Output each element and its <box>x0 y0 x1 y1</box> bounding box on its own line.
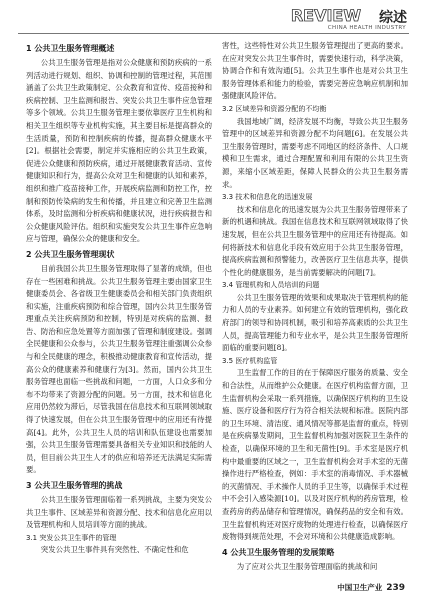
paragraph-strategies: 为了应对公共卫生服务管理面临的挑战和问 <box>236 561 378 571</box>
footer-journal-name: 中国卫生产业 <box>337 583 383 592</box>
subsection-heading-3-1: 3.1 突发公共卫生事件的管理 <box>26 533 117 542</box>
page-footer <box>337 582 405 593</box>
paragraph-emergency-continued: 害性，这些特性对公共卫生服务管理提出了更高的要求。在应对突发公共卫生事件时，需要快速行动，科学决策，协调合作和有效沟通[5]。公共卫生事件也是对公共卫生服务管理体系和能力的检验，需要完善应急响应机制和加强健康风险评估。 <box>222 41 408 101</box>
subsection-heading-3-5: 3.5 医疗机构监管 <box>222 356 278 365</box>
section-heading-4: 4 公共卫生服务管理的发展策略 <box>222 547 335 557</box>
paragraph-challenges: 公共卫生服务管理面临着一系列挑战，主要为突发公共卫生事件、区域差异和资源分配、技术和信息化应用以及管理机构和人员培训等方面的挑战。 <box>26 495 212 530</box>
paragraph-supervision: 卫生监督工作的目的在于保障医疗服务的质量、安全和合法性，从而维护公众健康。在医疗机构监督方面，卫生监督机构会采取一系列措施，以确保医疗机构的卫生设施、医疗设备和医疗行为符合相关法规和标准。医院内部的卫生环境、清洁度、通风情况等都是监督的重点，特别是在疾病暴发期间，卫生监督机构加强对医院卫生条件的检查，以确保环境的卫生和无菌性[9]。手术室是医疗机构中最重要的区域之一，卫生监督机构会对手术室的无菌操作进行严格检查，例如：手术室的消毒情况、手术器械的灭菌情况、手术操作人员的手卫生等，以确保手术过程中不会引入感染源[10]。以及对医疗机构的药房管理，检查药房的药品储存和管理情况，确保药品的安全和有效。卫生监督机构还对医疗废物的处理进行检查，以确保医疗废物得到规范处理，不会对环境和公共健康造成影响。 <box>222 368 408 542</box>
section-heading-1: 1 公共卫生服务管理概述 <box>26 44 115 53</box>
section-heading-3: 3 公共卫生服务管理的挑战 <box>26 481 123 490</box>
paragraph-technology: 技术和信息化的迅速发展为公共卫生服务管理带来了新的机遇和挑战。我国在信息技术和互联网领域取得了快速发展，但在公共卫生服务管理中的应用还有待提高。如何将新技术和信息化手段有效应用于公共卫生服务管理，提高疾病监测和预警能力，改善医疗卫生信息共享，提供个性化的健康服务，是当前需要解决的问题[7]。 <box>222 204 408 277</box>
journal-english-name: CHINA HEALTH INDUSTRY <box>327 25 406 31</box>
right-column <box>222 40 408 573</box>
section-heading-2: 2 公共卫生服务管理现状 <box>26 249 115 259</box>
paragraph-overview: 公共卫生服务管理是指对公众健康和预防疾病的一系列活动进行规划、组织、协调和控制的管理过程，其范围涵盖了公共卫生政策制定、公众教育和宣传、疫苗接种和疾病控制、卫生监测和报告、突发公共卫生事件应急管理等多个领域。公共卫生服务管理主要依靠医疗卫生机构和相关卫生组织等专业机构实施，其主要目标是提高群众的生活质量，预防和控制疾病的传播，提高群众健康水平[2]。根据社会需要，制定并实施相应的公共卫生政策，促进公众健康和预防疾病，通过开展健康教育活动、宣传健康知识和行为，提高公众对卫生和健康的认知和素养，组织和推广疫苗接种工作，开展疾病监测和防控工作，控制和预防传染病的发生和传播，并且建立和完善卫生监测体系，及时监测和分析疾病和健康状况，进行疾病报告和公众健康风险评估。组织和实施突发公共卫生事件应急响应与管理，确保公众的健康和安全。 <box>26 58 212 244</box>
left-column <box>26 40 212 557</box>
review-wordmark: REVIEW <box>290 6 361 25</box>
page-header <box>0 0 427 44</box>
header-rule <box>18 33 409 34</box>
paragraph-regional: 我国地域广阔，经济发展不均衡，导致公共卫生服务管理中的区域差异和资源分配不均问题[6]。在发展公共卫生服务管理时，需要考虑不同地区的经济条件、人口规模和卫生需求，通过合理配置和利用有限的公共卫生资源，来缩小区域差距，保障人民群众的公共卫生服务需求。 <box>222 116 408 189</box>
subsection-heading-3-2: 3.2 区域差异和资源分配的不均衡 <box>222 104 327 113</box>
page-number: 239 <box>386 583 405 593</box>
subsection-heading-3-3: 3.3 技术和信息化的迅速发展 <box>222 193 313 202</box>
paragraph-emergency: 突发公共卫生事件具有突然性、不确定性和危 <box>40 545 189 555</box>
paragraph-status: 目前我国公共卫生服务管理取得了显著的成绩，但也存在一些困难和挑战。公共卫生服务管理主要由国家卫生健康委员会、各省级卫生健康委员会和相关部门负责组织和实施，注重疾病预防和综合管理，国内公共卫生服务管理重点关注疾病预防和控制，特别是对疾病的监测、报告、防治和应急处置等方面加强了管理和制度建设。强调全民健康和公众参与，公共卫生服务管理注重强调公众参与和全民健康的理念，积极推动健康教育和宣传活动，提高公众的健康素养和健康行为[3]。然而，国内公共卫生服务管理也面临一些挑战和问题，一方面，人口众多和分布不均带来了资源分配的问题。另一方面，技术和信息化应用仍然较为滞后，尽管我国在信息技术和互联网领域取得了快速发展，但在公共卫生服务管理中的应用还有待提高[4]。此外，公共卫生人员的培训和队伍建设也需要加强，公共卫生服务管理需要具备相关专业知识和技能的人员，但目前公共卫生人才的供应和培养还无法满足实际需要。 <box>26 263 212 475</box>
paragraph-institutions: 公共卫生服务管理的效果和成果取决于管理机构的能力和人员的专业素养。如何建立有效的管理机构，强化政府部门的领导和协同机制，吸引和培养高素质的公共卫生人员，提高管理能力和专业水平，是公共卫生服务管理所面临的重要问题[8]。 <box>222 292 408 353</box>
section-label: 综述 <box>379 10 407 26</box>
subsection-heading-3-4: 3.4 管理机构和人员培训的问题 <box>222 281 320 290</box>
